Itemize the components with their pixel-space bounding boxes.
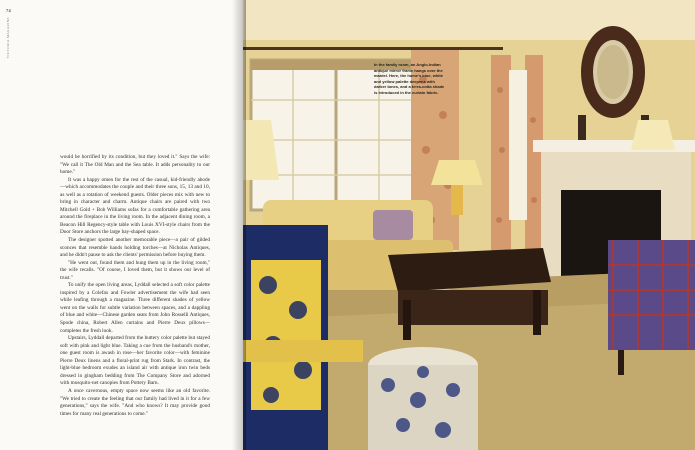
mantel-figurine [578,115,586,140]
middle-curtain [491,55,511,255]
curtain-rod [243,47,503,50]
throw-pillow [373,210,413,240]
article-paragraph: A once cavernous, empty space now seems like an old favorite. "We tried to create the feeling that our family had lived in it for a few generations," says the wife. "And who knows? It may provide good times for many real generations to come." [60,387,210,417]
folio [6,8,11,59]
wall-sconce [631,120,675,150]
page-number: 74 [6,8,12,13]
article-paragraph: The designer spotted another memorable piece—a pair of gilded sconces that resemble hands holding torches—at Nicholas Antiques, and he didn't pause to ask the clients' permission before buying them. [60,237,210,259]
text-page [0,0,243,450]
article-paragraph: To unify the open living areas, Lyddall selected a soft color palette inspired by a Colefax and Fowler advertisement the wife had seen while leafing through a magazine. Three different shades of yellow went on the walls for subtle variation between spaces, and a dappling of blue and white—Chinese garden seats from John Rosselli Antiques, Spode china, Robert Allen curtains and Pierre Deux pillows—completes the fresh look. [60,282,210,334]
article-body [60,154,210,418]
article-paragraph: Upstairs, Lyddall departed from the buttery color palette but stayed soft with pink and light blue. Taking a cue from the husband's mother, one guest room is awash in rose—her favorite color—with feminine Pierre Deux linens and a floral-print rug from Stark. In contrast, the light-blue bedroom exudes an island air with antique iron twin beds dressed in gingham bedding from The Company Store and adorned with mosquito-net canopies from Pottery Barn. [60,335,210,387]
photo-caption: In the family room, an Anglo-Indian antique mirror frame hangs over the mantel. Here, the home's blue, white and yellow palette deepens with darker tones, and a terra-cotta shade is introduced in the curtain fabric. [374,62,445,95]
article-paragraph: "He went out, found them and hung them up in the living room," the wife recalls. "Of course, I loved them, but it shows our level of trust." [60,259,210,281]
ornate-mirror [581,26,645,118]
article-paragraph: would be horrified by its condition, but they loved it." Says the wife: "We call it The Old Man and the Sea table. It adds personality to our home." [60,154,210,176]
photo-page [243,0,695,450]
gutter-shadow [232,0,246,450]
article-paragraph: It was a happy omen for the rest of the casual, kid-friendly abode—which accommodates the couple and their three sons, 15, 13 and 10, as well as a rotation of weekend guests. Older pieces mix with new to bring in character and charm. Antique chairs are paired with two Mitchell Gold + Bob Williams sofas for a comfortable gathering area around the fireplace in the living room. In the adjacent dining room, a Beacon Hill Regency-style table with Louis XVI-style chairs from the Door Store anchors the large bay-shaped space. [60,176,210,236]
garden-seat [368,347,478,450]
side-window [509,70,527,220]
magazine-name: VICTORIA MAGAZINE [6,17,10,59]
family-room-photo [243,0,695,450]
